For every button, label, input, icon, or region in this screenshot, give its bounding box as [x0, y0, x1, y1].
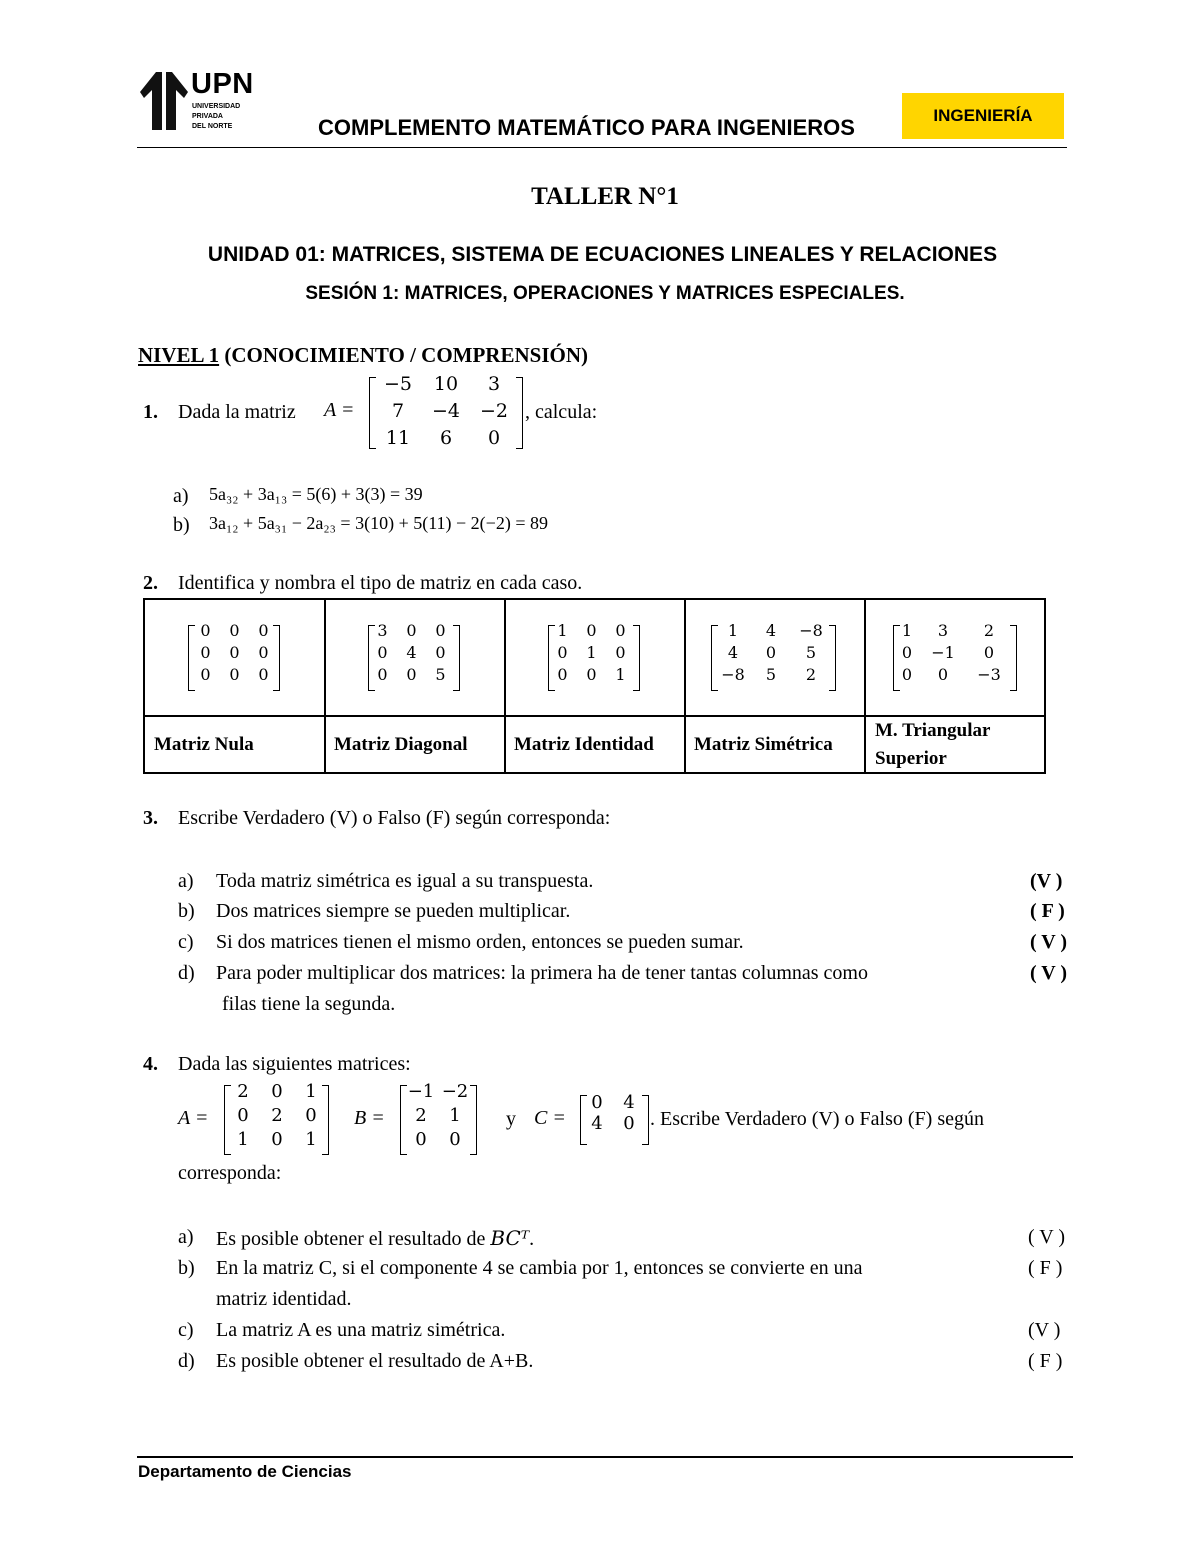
m5-cell: 0	[901, 643, 913, 662]
m2-cell: 4	[406, 643, 417, 662]
q1-cell: 7	[391, 400, 405, 422]
q4b-label: b)	[178, 1257, 195, 1279]
m1-cell: 0	[229, 643, 240, 662]
q4-c-cell: 4	[623, 1092, 635, 1113]
q4-b-cell: 0	[449, 1129, 461, 1150]
logo-sub-1: UNIVERSIDAD	[192, 103, 241, 110]
q4-b-cell: −2	[441, 1081, 469, 1102]
q4-a-cell: 2	[271, 1105, 283, 1126]
m1-cell: 0	[200, 643, 211, 662]
q4-b-cell: 2	[415, 1105, 427, 1126]
q4-a-cell: 1	[305, 1081, 317, 1102]
q4-a-cell: 1	[237, 1129, 249, 1150]
q3d-answer: ( V )	[1030, 962, 1068, 984]
q1b-label: b)	[173, 514, 190, 536]
m2-cell: 3	[377, 621, 388, 640]
level-rest: (CONOCIMIENTO / COMPRENSIÓN)	[219, 343, 588, 367]
q4-matrix-a	[226, 1081, 328, 1150]
q1-cell: 0	[487, 427, 501, 449]
q1-cell: −5	[383, 373, 412, 395]
level-heading	[138, 343, 588, 368]
q3d-continuation: filas tiene la segunda.	[222, 993, 396, 1015]
m5-bracket-right	[1010, 625, 1017, 691]
q4-b-bracket-right	[470, 1085, 477, 1155]
m4-cell: 4	[727, 643, 739, 662]
q2-text: Identifica y nombra el tipo de matriz en cada caso.	[178, 572, 583, 594]
m5-cell: 0	[937, 665, 949, 684]
level-underlined: NIVEL 1	[138, 343, 220, 367]
q1a-label: a)	[173, 485, 189, 507]
q4a-tail: .	[529, 1228, 535, 1250]
m4-cell: −8	[799, 621, 823, 640]
m5-cell: −1	[931, 643, 955, 662]
q4a-label: a)	[178, 1226, 194, 1248]
q1-cell: −2	[479, 400, 508, 422]
logo-upn-text: UPN	[191, 68, 254, 100]
m1-cell: 0	[258, 643, 269, 662]
m5-cell: 1	[901, 621, 913, 640]
q4d-answer: ( F )	[1028, 1350, 1063, 1372]
q4a-text-main: Es posible obtener el resultado de	[216, 1228, 491, 1250]
q1-cell: 10	[433, 373, 459, 395]
q3-number: 3.	[143, 807, 158, 829]
logo-sub-3: DEL NORTE	[192, 123, 233, 130]
label-null: Matriz Nula	[154, 734, 254, 755]
m4-bracket-right	[829, 625, 836, 691]
q4-c-var: C =	[534, 1107, 566, 1129]
q4-a-cell: 2	[237, 1081, 249, 1102]
q4-matrix-b	[404, 1081, 472, 1150]
q1-var: A =	[324, 399, 355, 421]
q1-cell: 6	[439, 427, 453, 449]
m3-cell: 0	[615, 643, 626, 662]
label-triangular-2: Superior	[875, 748, 947, 769]
header-rule	[137, 147, 1067, 148]
q3c-text: Si dos matrices tienen el mismo orden, entonces se pueden sumar.	[216, 931, 744, 953]
q2-number: 2.	[143, 572, 158, 594]
label-diagonal: Matriz Diagonal	[334, 734, 468, 755]
page-title: TALLER N°1	[531, 183, 679, 210]
q4a-answer: ( V )	[1028, 1226, 1066, 1248]
q4-a-cell: 0	[271, 1129, 283, 1150]
m2-cell: 0	[406, 621, 417, 640]
q1a-expression: 5a₃₂ + 3a₁₃ = 5(6) + 3(3) = 39	[209, 484, 423, 504]
table-divider	[684, 600, 686, 772]
m4-cell: 4	[765, 621, 777, 640]
m3-cell: 0	[615, 621, 626, 640]
q4-matrix-c	[582, 1092, 646, 1134]
m3-cell: 1	[615, 665, 626, 684]
q4-b-cell: −1	[407, 1081, 435, 1102]
m3-cell: 1	[586, 643, 597, 662]
q3-text: Escribe Verdadero (V) o Falso (F) según corresponda:	[178, 807, 611, 829]
m2-bracket-right	[453, 625, 460, 691]
q4c-answer: (V )	[1028, 1319, 1061, 1341]
q4-b-cell: 0	[415, 1129, 427, 1150]
q1-after: , calcula:	[525, 401, 598, 423]
q3a-text: Toda matriz simétrica es igual a su transpuesta.	[216, 870, 594, 892]
q4-a-cell: 0	[237, 1105, 249, 1126]
q4a-math: BCᵀ	[490, 1226, 530, 1250]
q3a-label: a)	[178, 870, 194, 892]
q4-a-var: A =	[178, 1107, 209, 1129]
q1-cell: 11	[385, 427, 411, 449]
q4-a-bracket-right	[322, 1085, 329, 1155]
q1-cell: 3	[487, 373, 501, 395]
m2-cell: 0	[377, 643, 388, 662]
session-title: SESIÓN 1: MATRICES, OPERACIONES Y MATRICES ESPECIALES.	[305, 283, 905, 304]
m1-cell: 0	[258, 665, 269, 684]
table-matrix-symmetric	[714, 621, 832, 684]
q4-number: 4.	[143, 1053, 158, 1075]
q4b-continuation: matriz identidad.	[216, 1288, 352, 1310]
q4b-answer: ( F )	[1028, 1257, 1063, 1279]
m1-cell: 0	[258, 621, 269, 640]
m3-cell: 0	[557, 665, 568, 684]
table-divider	[324, 600, 326, 772]
table-matrix-identity	[548, 621, 635, 684]
q3a-answer: (V )	[1030, 870, 1063, 892]
m1-cell: 0	[200, 621, 211, 640]
q4d-text: Es posible obtener el resultado de A+B.	[216, 1350, 534, 1372]
m5-cell: 3	[937, 621, 949, 640]
m1-cell: 0	[229, 621, 240, 640]
label-identity: Matriz Identidad	[514, 734, 654, 755]
q4-c-cell: 4	[591, 1113, 603, 1134]
q4-cont: corresponda:	[178, 1162, 282, 1184]
table-matrix-upper-triangular	[893, 621, 1013, 684]
m2-cell: 0	[435, 621, 446, 640]
table-divider	[504, 600, 506, 772]
table-divider	[145, 715, 1044, 717]
label-symmetric: Matriz Simétrica	[694, 734, 833, 755]
m5-cell: −3	[977, 665, 1001, 684]
q4-a-cell: 0	[305, 1105, 317, 1126]
q3b-label: b)	[178, 900, 195, 922]
m3-cell: 0	[586, 665, 597, 684]
m4-cell: 5	[805, 643, 817, 662]
course-title: COMPLEMENTO MATEMÁTICO PARA INGENIEROS	[318, 115, 855, 140]
m5-cell: 0	[901, 665, 913, 684]
table-divider	[864, 600, 866, 772]
q4-after: . Escribe Verdadero (V) o Falso (F) según	[650, 1108, 984, 1130]
q1-number: 1.	[143, 401, 158, 423]
q4c-label: c)	[178, 1319, 194, 1341]
q4c-text: La matriz A es una matriz simétrica.	[216, 1319, 506, 1341]
m3-cell: 0	[557, 643, 568, 662]
m2-cell: 5	[435, 665, 446, 684]
table-matrix-null	[191, 621, 278, 684]
q4-c-cell: 0	[591, 1092, 603, 1113]
q4-a-cell: 0	[271, 1081, 283, 1102]
q4-c-bracket-right	[642, 1095, 649, 1145]
m1-cell: 0	[229, 665, 240, 684]
footer-rule	[137, 1456, 1073, 1458]
m3-bracket-right	[633, 625, 640, 691]
m4-cell: −8	[721, 665, 745, 684]
m3-cell: 0	[586, 621, 597, 640]
table-matrix-diagonal	[368, 621, 455, 684]
q4d-label: d)	[178, 1350, 195, 1372]
q3d-label: d)	[178, 962, 195, 984]
q3c-label: c)	[178, 931, 194, 953]
q3c-answer: ( V )	[1030, 931, 1068, 953]
m3-cell: 1	[557, 621, 568, 640]
q1-cell: −4	[431, 400, 460, 422]
m2-cell: 0	[435, 643, 446, 662]
q4-b-cell: 1	[449, 1105, 461, 1126]
m2-cell: 0	[377, 665, 388, 684]
logo-sub-2: PRIVADA	[192, 113, 223, 120]
footer-department: Departamento de Ciencias	[138, 1462, 352, 1481]
university-logo	[138, 68, 254, 134]
m4-cell: 0	[765, 643, 777, 662]
q3b-answer: ( F )	[1030, 900, 1065, 922]
m2-cell: 0	[406, 665, 417, 684]
q1b-expression: 3a₁₂ + 5a₃₁ − 2a₂₃ = 3(10) + 5(11) − 2(−2) = 89	[209, 513, 548, 533]
m4-cell: 1	[727, 621, 739, 640]
q4-y: y	[506, 1108, 516, 1130]
label-triangular-1: M. Triangular	[875, 720, 991, 741]
q3d-text: Para poder multiplicar dos matrices: la primera ha de tener tantas columnas como	[216, 962, 868, 984]
q4-text: Dada las siguientes matrices:	[178, 1053, 411, 1075]
q4a-text	[216, 1226, 534, 1251]
q1-text: Dada la matriz	[178, 401, 296, 423]
m1-cell: 0	[200, 665, 211, 684]
m1-bracket-right	[273, 625, 280, 691]
department-badge: INGENIERÍA	[902, 93, 1064, 139]
upn-logo-icon	[138, 70, 190, 134]
m4-cell: 2	[805, 665, 817, 684]
q4-a-cell: 1	[305, 1129, 317, 1150]
q1-matrix	[374, 373, 518, 449]
m5-cell: 2	[983, 621, 995, 640]
q3b-text: Dos matrices siempre se pueden multiplicar.	[216, 900, 571, 922]
q4-b-var: B =	[354, 1107, 385, 1129]
q4b-text: En la matriz C, si el componente 4 se cambia por 1, entonces se convierte en una	[216, 1257, 863, 1279]
unit-title: UNIDAD 01: MATRICES, SISTEMA DE ECUACIONES LINEALES Y RELACIONES	[207, 243, 998, 266]
q1-bracket-right	[516, 377, 523, 449]
q4-c-cell: 0	[623, 1113, 635, 1134]
m5-cell: 0	[983, 643, 995, 662]
m4-cell: 5	[765, 665, 777, 684]
